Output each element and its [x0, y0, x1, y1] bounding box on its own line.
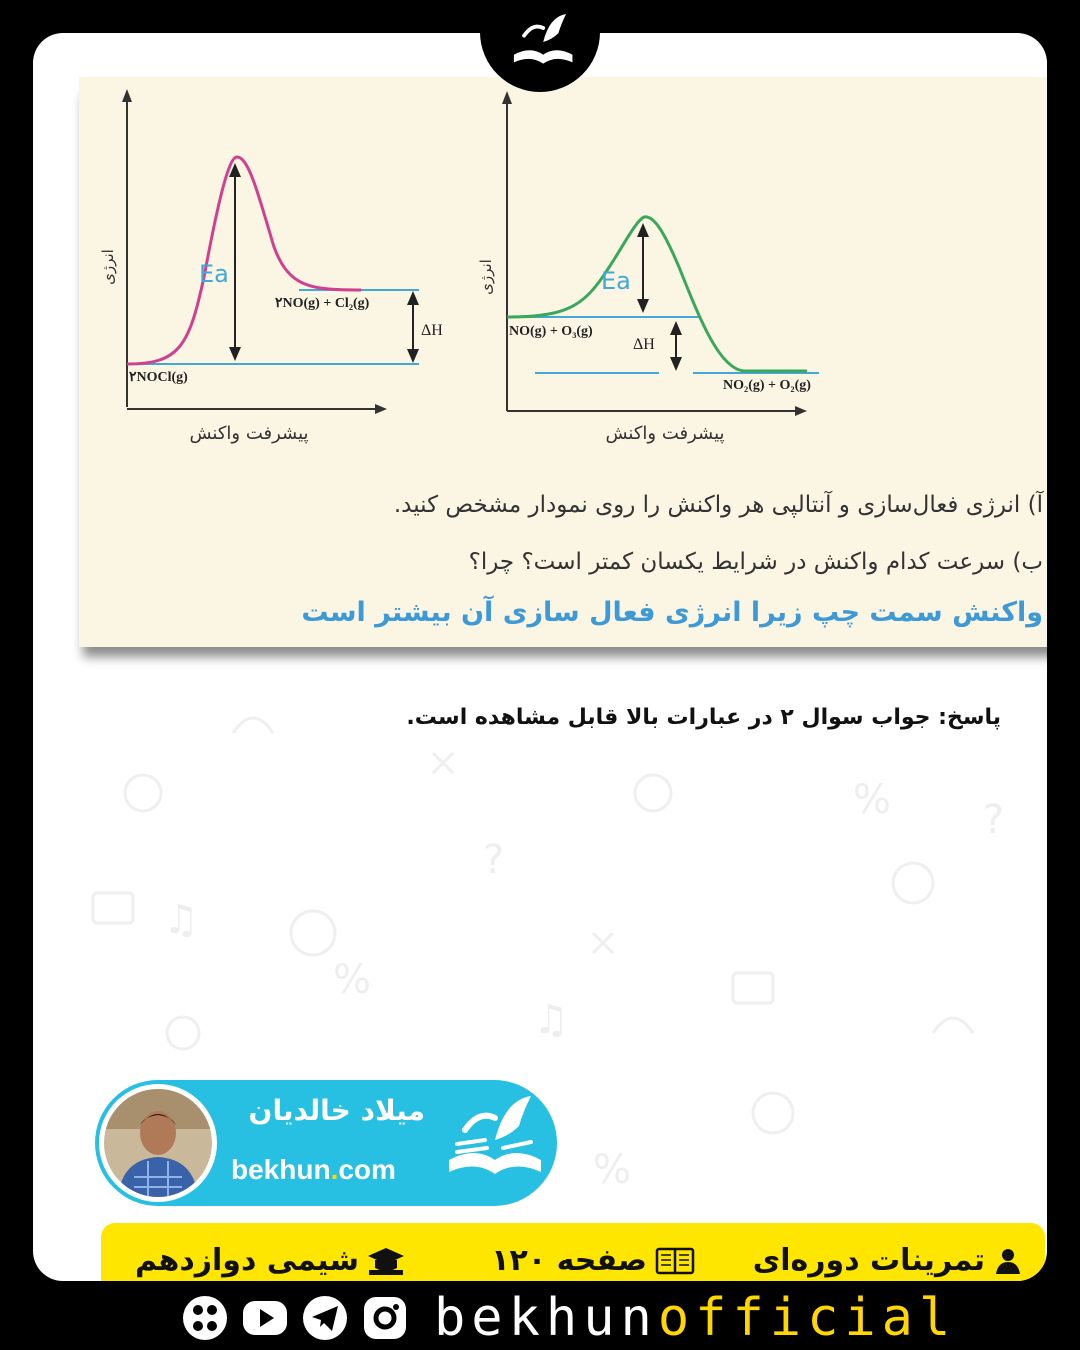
left-x-axis-label: پیشرفت واکنش	[189, 423, 309, 444]
avatar	[99, 1084, 217, 1202]
author-badge[interactable]	[95, 1080, 557, 1206]
left-energy-diagram	[99, 89, 443, 444]
left-product-label: ۲NO(g) + Cl₂(g)	[275, 296, 370, 311]
aparat-icon[interactable]	[180, 1293, 230, 1343]
left-energy-curve	[127, 157, 361, 364]
logo-icon	[505, 7, 575, 77]
handwritten-answer: واکنش سمت چپ زیرا انرژی فعال سازی آن بیشتر است	[301, 597, 1043, 628]
left-dh-label: ΔH	[421, 322, 443, 339]
right-x-axis-label: پیشرفت واکنش	[605, 423, 725, 444]
right-reactant-label: NO(g) + O₃(g)	[509, 324, 593, 339]
instagram-icon[interactable]	[360, 1293, 410, 1343]
left-y-axis-label: انرژی	[99, 249, 117, 285]
left-ea-label: Ea	[199, 260, 229, 288]
right-y-axis-label: انرژی	[477, 259, 495, 295]
svg-text:♫: ♫	[533, 997, 569, 1043]
exercise-label: تمرینات دوره‌ای	[753, 1243, 1023, 1278]
svg-text:?: ?	[483, 837, 505, 883]
teacher-icon	[993, 1246, 1023, 1276]
svg-text:%: %	[853, 777, 892, 823]
answer-note: پاسخ: جواب سوال ۲ در عبارات بالا قابل مشاهده است.	[406, 705, 1001, 730]
telegram-icon[interactable]	[300, 1293, 350, 1343]
svg-text:♫: ♫	[163, 897, 199, 943]
subject-label: شیمی دوازدهم	[135, 1243, 405, 1278]
logo-icon	[435, 1090, 545, 1190]
svg-text:?: ?	[983, 797, 1005, 843]
textbook-excerpt	[79, 77, 1047, 647]
question-a: آ) انرژی فعال‌سازی و آنتالپی هر واکنش را روی نمودار مشخص کنید.	[393, 492, 1043, 518]
svg-text:%: %	[333, 957, 372, 1003]
left-reactant-label: ۲NOCl(g)	[129, 370, 188, 385]
svg-text:%: %	[593, 1147, 632, 1193]
author-name: میلاد خالدیان	[248, 1094, 425, 1127]
social-bar	[180, 1290, 956, 1346]
right-energy-diagram	[477, 91, 819, 444]
graduation-icon	[367, 1246, 405, 1276]
main-card	[33, 33, 1047, 1281]
right-energy-curve	[507, 217, 807, 371]
info-bar	[101, 1223, 1045, 1281]
author-website[interactable]: bekhun.com	[231, 1154, 396, 1185]
right-ea-label: Ea	[601, 267, 631, 295]
right-product-label: NO₂(g) + O₂(g)	[723, 378, 811, 393]
book-icon	[655, 1246, 695, 1276]
question-b: ب) سرعت کدام واکنش در شرایط یکسان کمتر است؟ چرا؟	[468, 549, 1043, 575]
youtube-icon[interactable]	[240, 1293, 290, 1343]
right-dh-label: ΔH	[633, 336, 655, 353]
brand-handle[interactable]: bekhunofficial	[434, 1288, 957, 1348]
page-label: صفحه ۱۲۰	[491, 1243, 695, 1278]
